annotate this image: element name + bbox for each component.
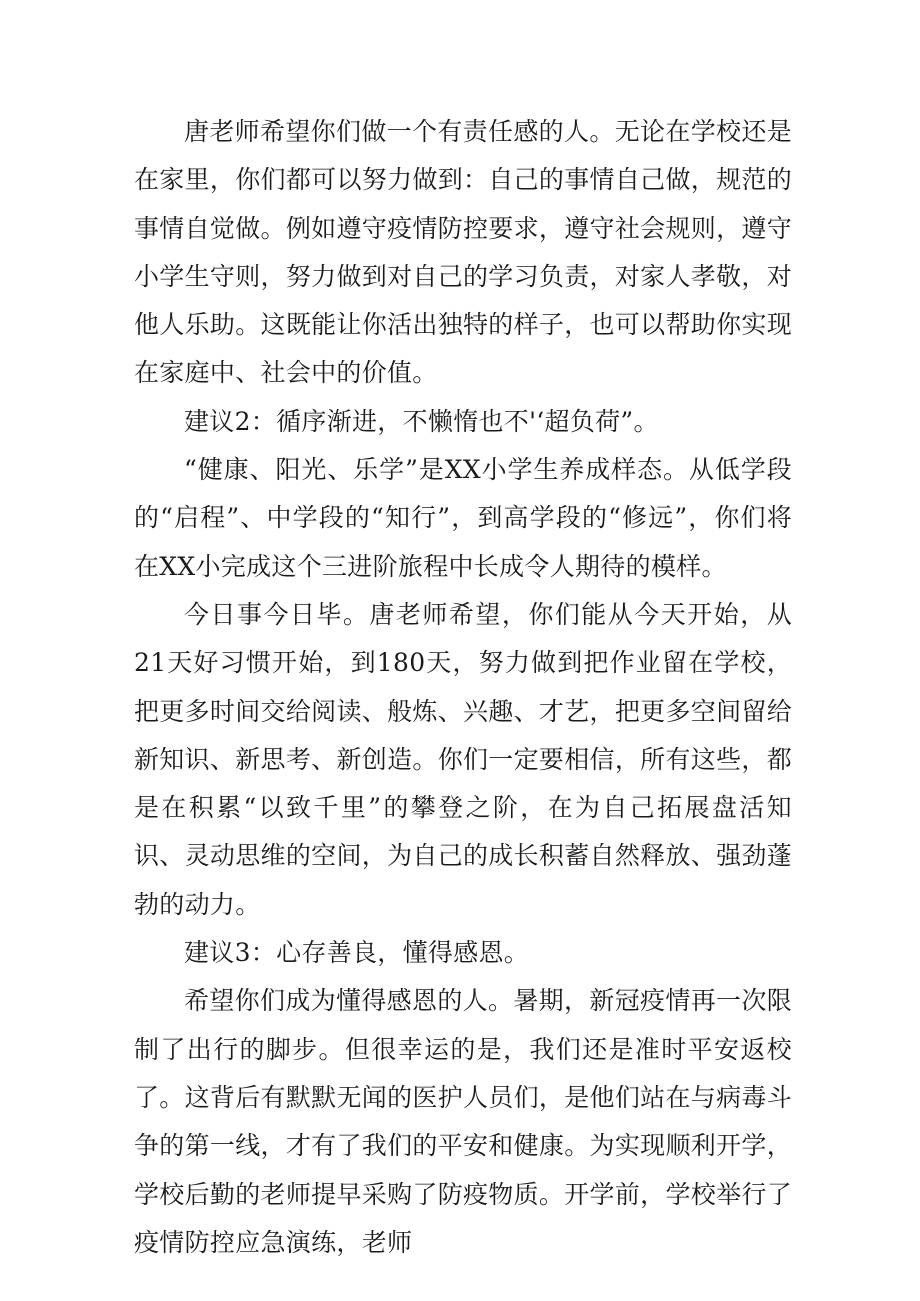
paragraph-responsibility: 唐老师希望你们做一个有责任感的人。无论在学校还是在家里，你们都可以努力做到：自己的事情自己做，规范的事情自觉做。例如遵守疫情防控要求，遵守社会规则，遵守小学生守则，努力做到对自己的学习负责，对家人孝敬，对他人乐助。这既能让你活出独特的样子，也可以帮助你实现在家庭中、社会中的价值。 [134, 117, 792, 388]
paragraph-gratitude: 希望你们成为懂得感恩的人。暑期，新冠疫情再一次限制了出行的脚步。但很幸运的是，我们还是准时平安返校了。这背后有默默无闻的医护人员们，是他们站在与病毒斗争的第一线，才有了我们的平安和健康。为实现顺利开学，学校后勤的老师提早采购了防疫物质。开学前，学校举行了疫情防控应急演练，老师 [134, 986, 792, 1257]
suggestion-3-heading: 建议3：心存善良，懂得感恩。 [184, 938, 530, 968]
paragraph-daily-habits: 今日事今日毕。唐老师希望，你们能从今天开始，从21天好习惯开始，到180天，努力做到把作业留在学校，把更多时间交给阅读、般炼、兴趣、才艺，把更多空间留给新知识、新思考、新创造。你们一定要相信，所有这些，都是在积累“以致千里”的攀登之阶，在为自己拓展盘活知识、灵动思维的空间，为自己的成长积蓄自然释放、强劲蓬勃的动力。 [134, 599, 792, 919]
paragraph-growth-stages: “健康、阳光、乐学”是XX小学生养成样态。从低学段的“启程”、中学段的“知行”，到高学段的“修远”，你们将在XX小完成这个三进阶旅程中长成令人期待的模样。 [134, 455, 792, 581]
suggestion-2-heading: 建议2：循序渐进，不懒惰也不'‘超负荷”。 [184, 406, 659, 436]
document-body [134, 108, 792, 1267]
